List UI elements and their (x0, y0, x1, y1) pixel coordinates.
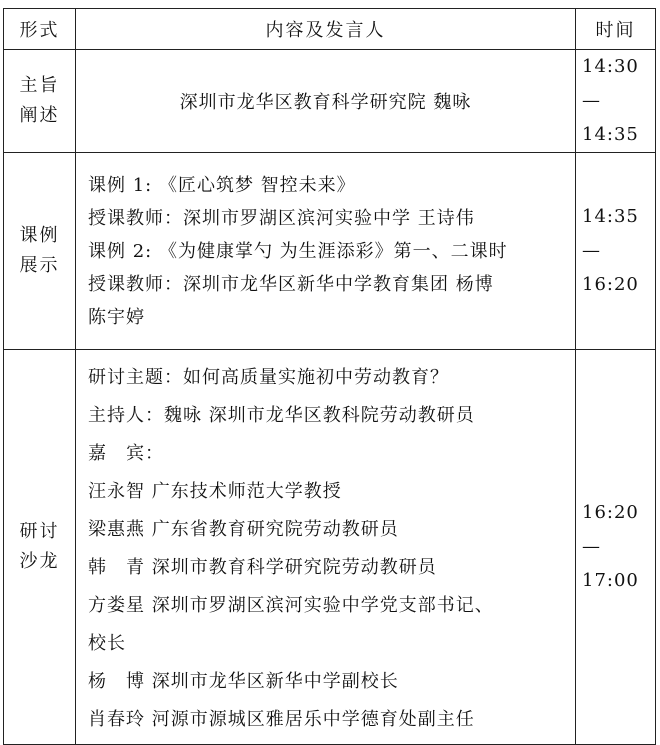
content-cell (76, 50, 576, 153)
table-row (4, 350, 656, 745)
time-end: 17:00 (582, 570, 639, 591)
content-line: 授课教师：深圳市龙华区新华中学教育集团 杨博 (88, 273, 494, 295)
content-line: 梁惠燕 广东省教育研究院劳动教研员 (88, 519, 399, 540)
schedule-table (3, 8, 656, 745)
form-text: 研讨 (19, 521, 60, 542)
content-line: 方娄星 深圳市罗湖区滨河实验中学党支部书记、 (88, 595, 494, 616)
content-line: 陈宇婷 (88, 306, 145, 328)
content-cell (76, 350, 576, 745)
table-row (4, 50, 656, 153)
content-cell (76, 153, 576, 350)
content-line: 汪永智 广东技术师范大学教授 (88, 481, 342, 502)
content-line: 研讨主题：如何高质量实施初中劳动教育？ (88, 367, 449, 388)
header-content: 内容及发言人 (76, 9, 576, 50)
content-line: 肖春玲 河源市源城区雅居乐中学德育处副主任 (88, 709, 475, 730)
time-start: 16:20— (582, 502, 639, 557)
content-line: 杨 博 深圳市龙华区新华中学副校长 (88, 671, 399, 692)
content-line: 课例 2: 《为健康掌勺 为生涯添彩》第一、二课时 (88, 240, 508, 262)
form-text: 主旨 (19, 75, 60, 96)
time-start: 14:35— (582, 206, 639, 261)
content-line: 课例 1: 《匠心筑梦 智控未来》 (88, 174, 356, 196)
content-line: 授课教师：深圳市罗湖区滨河实验中学 王诗伟 (88, 207, 475, 229)
content-line: 嘉 宾： (88, 443, 164, 464)
time-cell (576, 350, 656, 745)
time-cell (576, 153, 656, 350)
header-form: 形式 (4, 9, 76, 50)
table-row (4, 153, 656, 350)
form-text: 沙龙 (19, 551, 60, 572)
form-cell (4, 350, 76, 745)
time-cell (576, 50, 656, 153)
table-header-row (4, 9, 656, 50)
form-text: 课例 (19, 225, 60, 246)
time-end: 14:35 (582, 124, 639, 145)
time-end: 16:20 (582, 274, 639, 295)
form-cell (4, 50, 76, 153)
form-text: 展示 (19, 255, 60, 276)
form-cell (4, 153, 76, 350)
header-time: 时间 (576, 9, 656, 50)
content-line: 主持人：魏咏 深圳市龙华区教科院劳动教研员 (88, 405, 475, 426)
content-line: 校长 (88, 633, 126, 654)
content-text: 深圳市龙华区教育科学研究院 魏咏 (179, 92, 472, 113)
time-start: 14:30— (582, 56, 639, 111)
content-line: 韩 青 深圳市教育科学研究院劳动教研员 (88, 557, 437, 578)
form-text: 阐述 (19, 105, 60, 126)
